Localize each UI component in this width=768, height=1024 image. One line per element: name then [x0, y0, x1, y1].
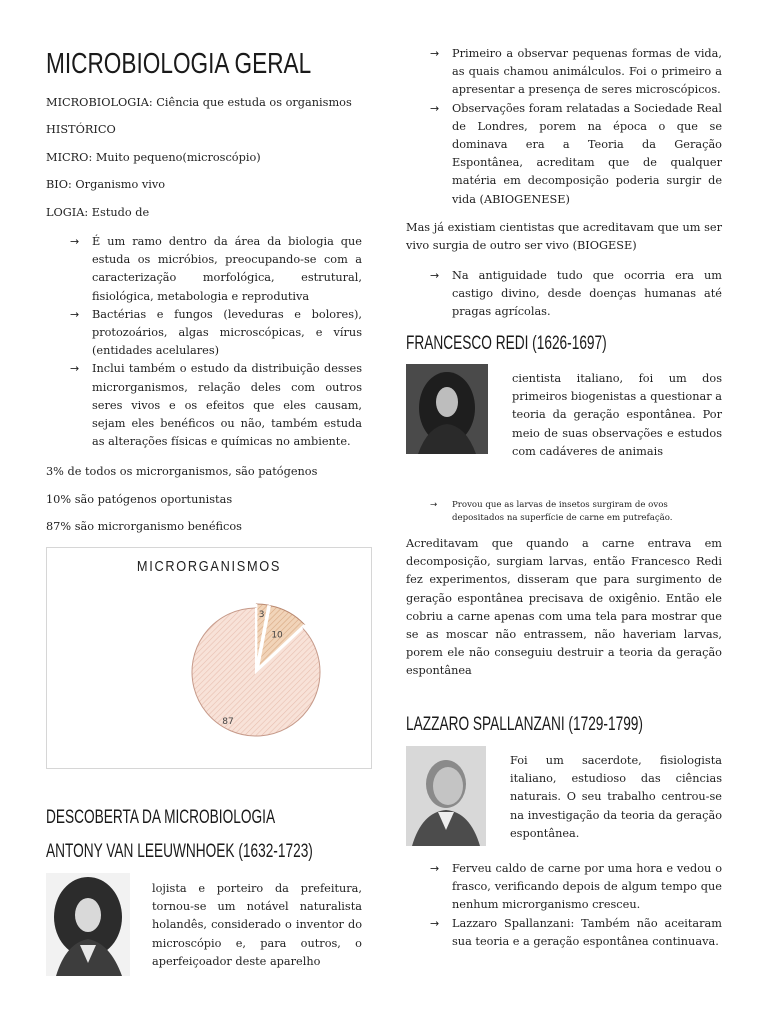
section-title-spallanzani: LAZZARO SPALLANZANI (1729-1799) [406, 714, 643, 735]
redi-note [430, 499, 722, 525]
redi-portrait [406, 364, 488, 454]
arrow-right-icon: → [430, 47, 440, 60]
redi-text: cientista italiano, foi um dos primeiros biogenistas a questionar a teoria da geração espontânea. Por meio de suas observações e estudos com cadáveres de animais [512, 372, 722, 458]
list-item [430, 267, 722, 322]
redi-paragraph: Acreditavam que quando a carne entrava em decomposição, surgiam larvas, então Francesco Redi fez experimentos, disseram que para surgimento de geração espontânea precisava de oxigênio. Então ele cobriu a carne apenas com uma tela para mostrar que se as moscar não entrassem, não haveriam larvas, porem ele não conseguiu destruir a teoria da geração espontânea [406, 537, 722, 678]
definition-logia: LOGIA: Estudo de [46, 206, 150, 219]
pie-data-label: 3 [258, 610, 265, 621]
list-item [430, 860, 722, 915]
right-bullet-list-top [430, 45, 722, 209]
bullet-text: Primeiro a observar pequenas formas de vida, as quais chamou animálculos. Foi o primeiro a apresentar a presença de seres microscópicos. [452, 47, 722, 97]
left-bullet-list [70, 233, 362, 451]
page-title: MICROBIOLOGIA GERAL [46, 48, 312, 80]
portrait-image [406, 364, 488, 454]
list-item [70, 233, 362, 306]
pie-chart-svg [47, 548, 371, 768]
arrow-right-icon: → [70, 307, 80, 321]
stat-pathogens: 3% de todos os microrganismos, são patógenos [46, 465, 318, 478]
stat-beneficial: 87% são microrganismo benéficos [46, 520, 242, 533]
definition-microbiologia: MICROBIOLOGIA: Ciência que estuda os organismos [46, 96, 352, 109]
bullet-text: Inclui também o estudo da distribuição desses microrganismos, relação deles com outros seres vivos e os efeitos que eles causam, sejam eles benéficos ou não, também estuda as alterações físicas e químicas no ambiente. [92, 362, 362, 449]
right-bullet-list-mid [430, 267, 722, 322]
bullet-text: Ferveu caldo de carne por uma hora e vedou o frasco, verificando depois de algum tempo que nenhum microrganismo cresceu. [452, 862, 722, 912]
bullet-text: Lazzaro Spallanzani: Também não aceitaram sua teoria e a geração espontânea continuava. [452, 916, 722, 948]
portrait-image [46, 873, 130, 976]
section-title-descoberta: DESCOBERTA DA MICROBIOLOGIA [46, 807, 276, 828]
spallanzani-text: Foi um sacerdote, fisiologista italiano, estudioso das ciências naturais. O seu trabalho centrou-se na investigação da teoria da geração espontânea. [510, 754, 722, 840]
stat-opportunists: 10% são patógenos oportunistas [46, 493, 233, 506]
leeuwenhoek-text: lojista e porteiro da prefeitura, tornou-se um notável naturalista holandês, considerado o inventor do microscópio e, para outros, o aperfeiçoador deste aparelho [152, 882, 362, 968]
arrow-right-icon: → [70, 235, 80, 248]
list-item [430, 45, 722, 100]
pie-data-label: 10 [271, 630, 283, 641]
definition-bio: BIO: Organismo vivo [46, 178, 166, 191]
arrow-right-icon: → [430, 101, 440, 115]
bullet-text: É um ramo dentro da área da biologia que estuda os micróbios, preocupando-se com a caracterização morfológica, estrutural, fisiológica, metabologia e reprodutiva [92, 235, 362, 303]
bullet-text: Na antiguidade tudo que ocorria era um castigo divino, desde doenças humanas até pragas agrícolas. [452, 269, 722, 319]
redi-note-text: Provou que as larvas de insetos surgiram de ovos depositados na superfície de carne em putrefação. [452, 500, 673, 523]
biogenese-paragraph: Mas já existiam cientistas que acreditavam que um ser vivo surgia de outro ser vivo (BIOGESE) [406, 221, 722, 253]
definition-historico: HISTÓRICO [46, 123, 116, 136]
list-item [430, 915, 722, 951]
section-title-redi: FRANCESCO REDI (1626-1697) [406, 333, 607, 354]
arrow-right-icon: → [70, 362, 80, 376]
bullet-text: Observações foram relatadas a Sociedade Real de Londres, porem na época o que se dominava era a Teoria da Geração Espontânea, acreditam que de qualquer matéria em decomposição poderia surgir de vida (ABIOGENESE) [452, 101, 722, 206]
arrow-right-icon: → [430, 500, 438, 510]
pie-chart [46, 547, 372, 769]
pie-data-label: 87 [222, 717, 234, 727]
list-item [430, 100, 722, 209]
arrow-right-icon: → [430, 269, 440, 282]
leeuwenhoek-portrait [46, 873, 130, 976]
portrait-image [406, 746, 486, 846]
spallanzani-portrait [406, 746, 486, 846]
arrow-right-icon: → [430, 916, 440, 930]
list-item [70, 360, 362, 451]
spallanzani-bullet-list [430, 860, 722, 951]
list-item [70, 306, 362, 361]
bullet-text: Bactérias e fungos (leveduras e bolores), protozoários, algas microscópicas, e vírus (entidades acelulares) [92, 307, 362, 358]
definition-micro: MICRO: Muito pequeno(microscópio) [46, 151, 261, 164]
section-title-leeuwenhoek: ANTONY VAN LEEUWNHOEK (1632-1723) [46, 841, 313, 862]
chart-title: MICRORGANISMOS [136, 558, 282, 575]
arrow-right-icon: → [430, 862, 440, 875]
